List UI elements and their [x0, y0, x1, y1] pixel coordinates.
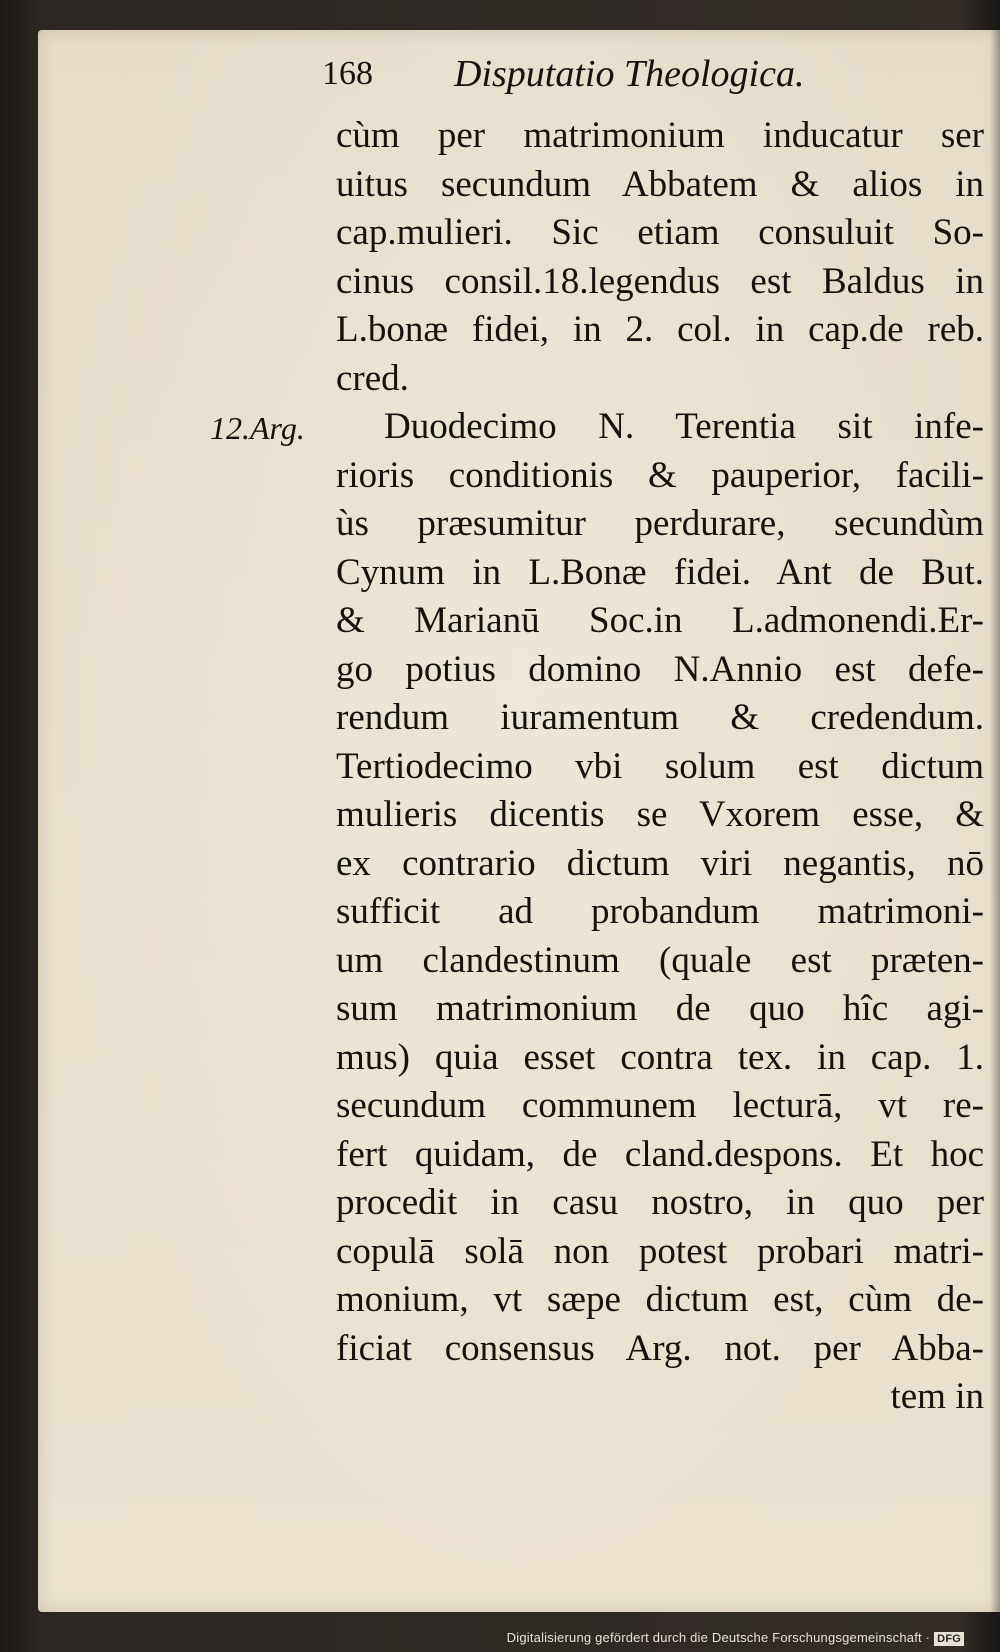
- text-line: ficiat consensus Arg. not. per Abba-: [336, 1327, 984, 1369]
- text-line: cred.: [336, 357, 409, 399]
- dfg-logo: DFG: [934, 1632, 964, 1646]
- text-line: rioris conditionis & pauperior, facili-: [336, 454, 984, 496]
- text-line: um clandestinum (quale est præten-: [336, 939, 984, 981]
- page-number: 168: [322, 55, 373, 92]
- digitization-credit: [507, 1630, 964, 1646]
- page-header: [322, 50, 962, 98]
- text-line: monium, vt sæpe dictum est, cùm de-: [336, 1279, 984, 1320]
- text-line: secundum communem lecturā, vt re-: [336, 1085, 984, 1126]
- text-line: cùm per matrimonium inducatur ser: [336, 115, 984, 156]
- text-line: mulieris dicentis se Vxorem esse, &: [336, 794, 984, 835]
- body-text: [336, 112, 984, 1422]
- text-line: sum matrimonium de quo hîc agi-: [336, 988, 984, 1029]
- text-line: ex contrario dictum viri negantis, nō: [336, 842, 984, 884]
- text-line: mus) quia esset contra tex. in cap. 1.: [336, 1036, 984, 1078]
- text-line: cap.mulieri. Sic etiam consuluit So-: [336, 212, 984, 253]
- text-line: fert quidam, de cland.despons. Et hoc: [336, 1133, 984, 1175]
- text-line: Tertiodecimo vbi solum est dictum: [336, 745, 984, 787]
- credit-text: Digitalisierung gefördert durch die Deutsche Forschungsgemeinschaft ·: [506, 1630, 931, 1645]
- text-line: uitus secundum Abbatem & alios in: [336, 163, 984, 205]
- text-line: sufficit ad probandum matrimoni-: [336, 891, 984, 932]
- text-line: procedit in casu nostro, in quo per: [336, 1182, 984, 1223]
- text-line-catchword: tem in: [890, 1376, 984, 1417]
- text-line: rendum iuramentum & credendum.: [336, 697, 984, 738]
- text-line: Duodecimo N. Terentia sit infe-: [384, 406, 984, 447]
- running-title: Disputatio Theologica.: [454, 53, 805, 95]
- text-line: & Marianū Soc.in L.admonendi.Er-: [336, 600, 984, 641]
- text-line: Cynum in L.Bonæ fidei. Ant de But.: [336, 551, 984, 593]
- margin-note: 12.Arg.: [210, 410, 305, 446]
- page-spine-shadow: [990, 30, 1000, 1612]
- text-line: cinus consil.18.legendus est Baldus in: [336, 260, 984, 302]
- text-line: copulā solā non potest probari matri-: [336, 1230, 984, 1272]
- text-line: ùs præsumitur perdurare, secundùm: [336, 503, 984, 544]
- text-line: L.bonæ fidei, in 2. col. in cap.de reb.: [336, 309, 984, 350]
- text-line: go potius domino N.Annio est defe-: [336, 648, 984, 690]
